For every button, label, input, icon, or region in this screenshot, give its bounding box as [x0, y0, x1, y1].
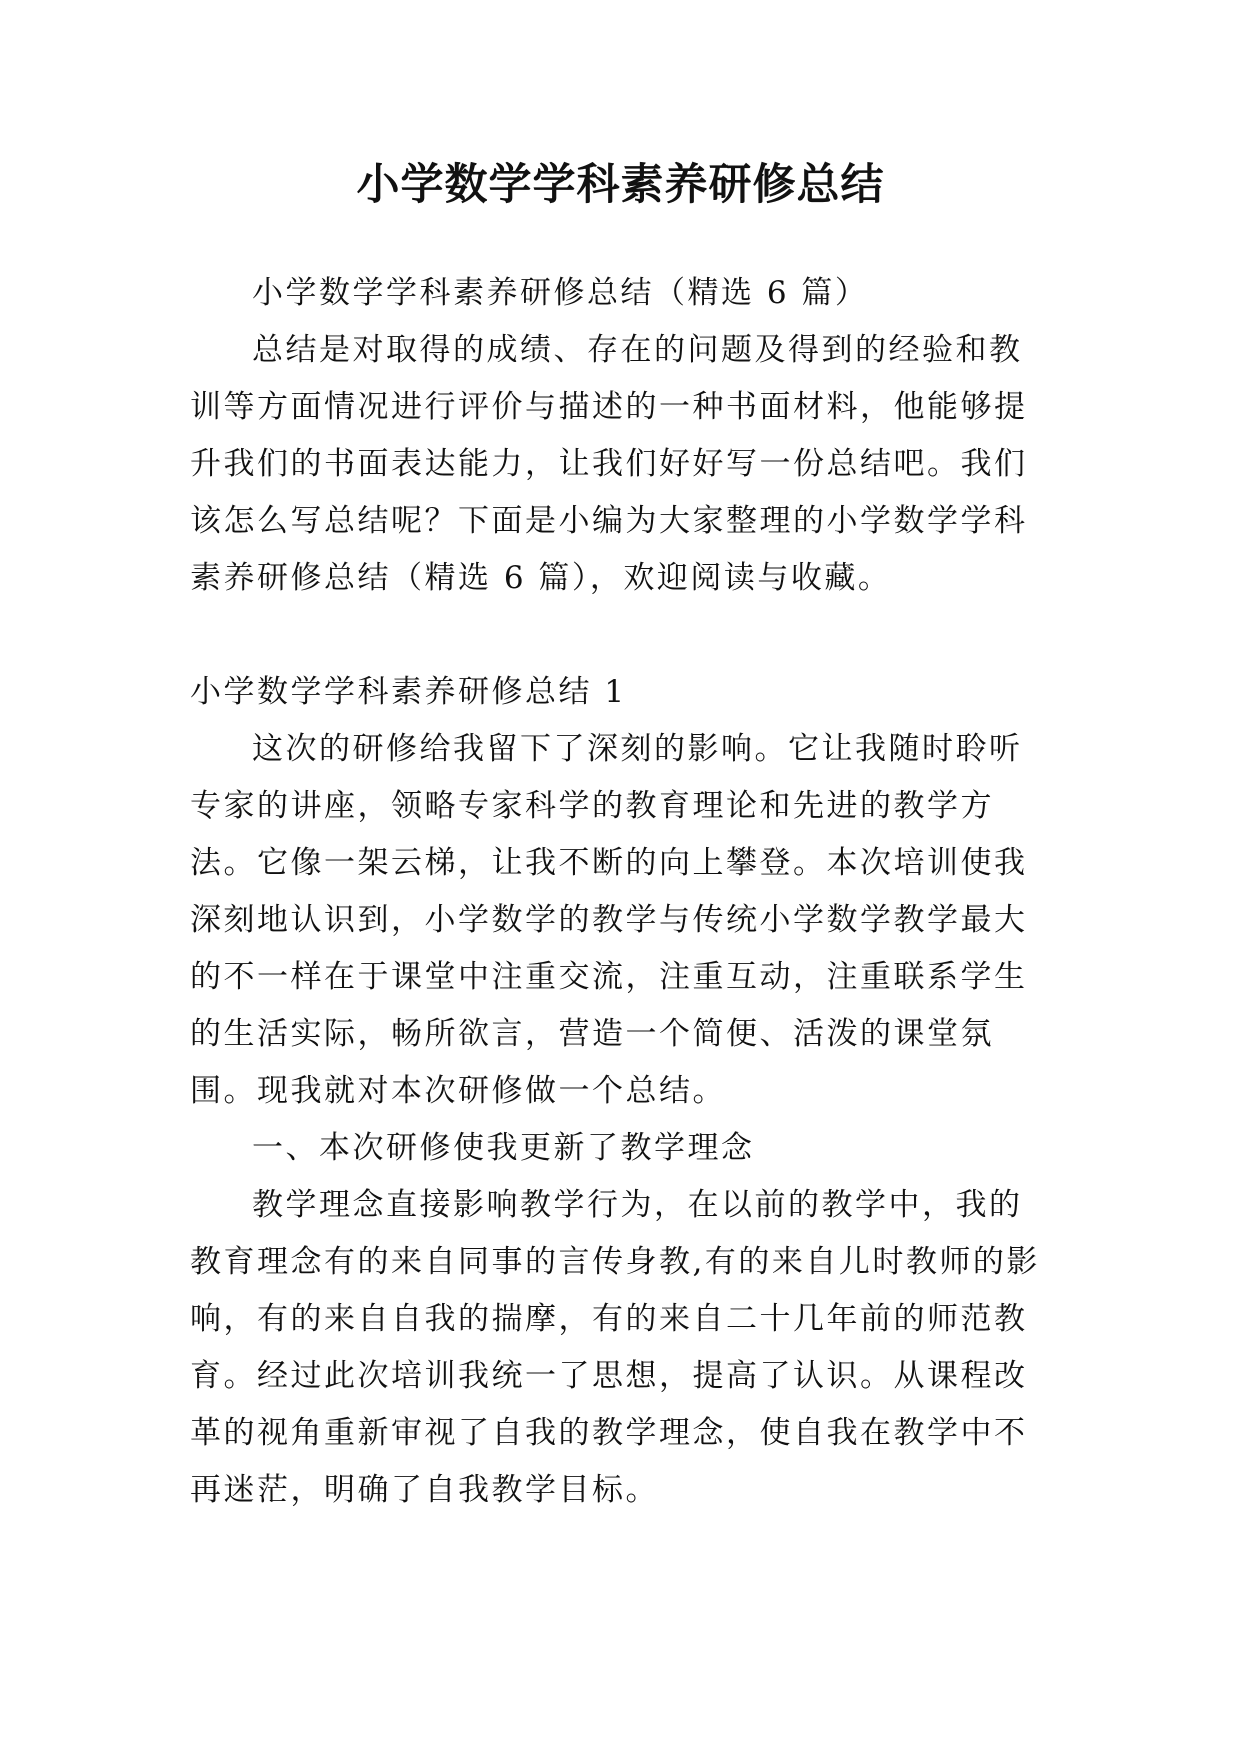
- subtitle-paragraph: 小学数学学科素养研修总结（精选 6 篇）: [252, 275, 869, 311]
- intro-paragraph: 总结是对取得的成绩、存在的问题及得到的经验和教训等方面情况进行评价与描述的一种书面材料，他能够提升我们的书面表达能力，让我们好好写一份总结吧。我们该怎么写总结呢？下面是小编为大家整理的小学数学学科素养研修总结（精选 6 篇），欢迎阅读与收藏。: [190, 332, 1028, 596]
- body-paragraph: 这次的研修给我留下了深刻的影响。它让我随时聆听专家的讲座，领略专家科学的教育理论和先进的教学方法。它像一架云梯，让我不断的向上攀登。本次培训使我深刻地认识到，小学数学的教学与传统小学数学教学最大的不一样在于课堂中注重交流，注重互动，注重联系学生的生活实际，畅所欲言，营造一个简便、活泼的课堂氛围。现我就对本次研修做一个总结。: [190, 731, 1028, 1109]
- document-body: [190, 265, 1055, 1519]
- document-title: 小学数学学科素养研修总结: [356, 160, 885, 210]
- section-gap: [190, 607, 1055, 664]
- section-heading: 小学数学学科素养研修总结 1: [190, 674, 627, 710]
- subsection-heading: 一、本次研修使我更新了教学理念: [252, 1130, 755, 1166]
- body-paragraph: 教学理念直接影响教学行为，在以前的教学中，我的教育理念有的来自同事的言传身教,有的来自儿时教师的影响，有的来自自我的揣摩，有的来自二十几年前的师范教育。经过此次培训我统一了思想，提高了认识。从课程改革的视角重新审视了自我的教学理念，使自我在教学中不再迷茫，明确了自我教学目标。: [190, 1187, 1040, 1508]
